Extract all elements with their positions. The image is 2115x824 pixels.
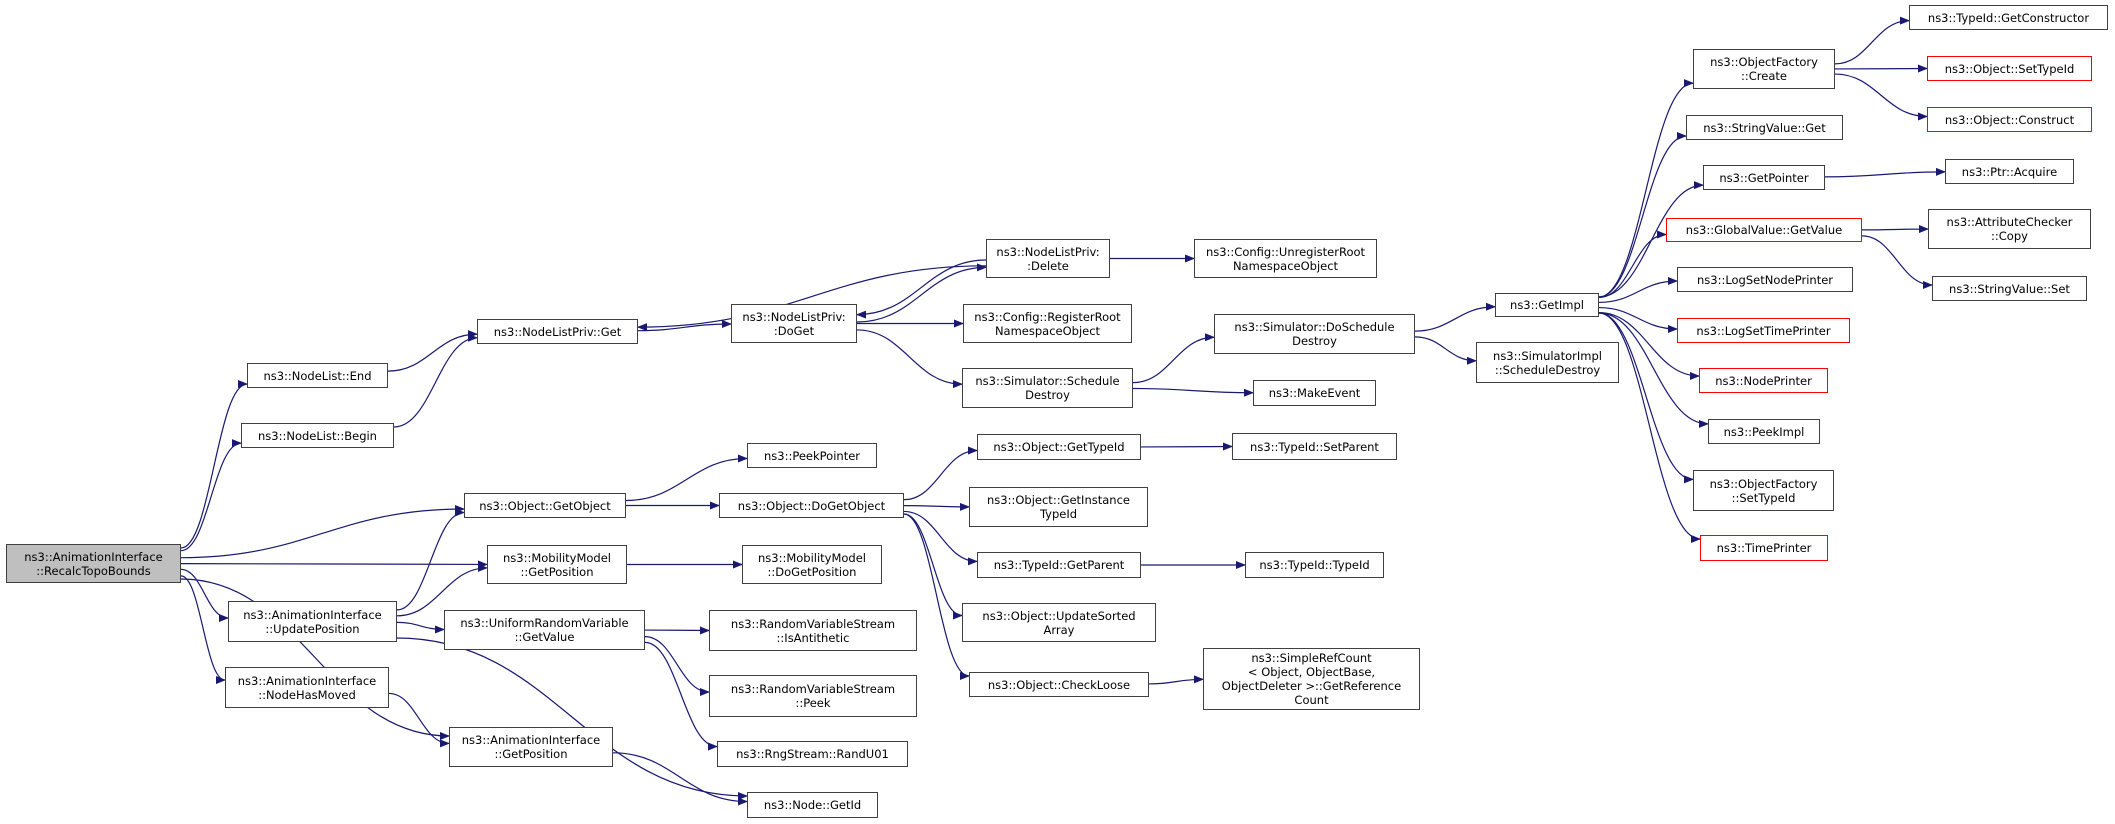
node-label: ::Peek [795, 696, 831, 710]
node-label: ns3::NodeListPriv: [996, 244, 1100, 259]
node-label: ns3::AnimationInterface [243, 607, 382, 622]
graph-node-peek-pointer[interactable] [747, 443, 877, 468]
node-label: ns3::ObjectFactory [1710, 55, 1818, 69]
graph-node-log-set-time-printer[interactable] [1677, 318, 1850, 343]
graph-node-tid-getctor[interactable] [1909, 5, 2108, 30]
node-label: ns3::SimpleRefCount [1251, 651, 1372, 665]
edge-obj-dogetobject-to-obj-gettypeid [904, 451, 977, 500]
edge-obj-dogetobject-to-obj-getinstancetypeid [904, 506, 969, 507]
graph-node-node-printer[interactable] [1699, 368, 1828, 393]
graph-node-mm-getposition[interactable] [487, 545, 627, 584]
node-label: ns3::Object::CheckLoose [987, 677, 1131, 692]
node-label: ns3::ObjectFactory [1709, 476, 1818, 491]
node-label: Destroy [1292, 334, 1337, 348]
graph-node-ai-getposition[interactable] [449, 727, 613, 767]
node-label: ns3::Object::UpdateSorted [982, 608, 1136, 623]
graph-node-mm-dogetposition[interactable] [742, 545, 882, 584]
node-label: ns3::TypeId::GetParent [993, 558, 1125, 572]
node-label: ns3::MobilityModel [502, 550, 612, 565]
edge-get-impl-to-sv-get [1599, 136, 1686, 297]
graph-node-time-printer[interactable] [1700, 535, 1828, 561]
node-label: ns3::RandomVariableStream [730, 682, 896, 696]
graph-node-nlp-delete[interactable] [986, 239, 1110, 278]
graph-node-log-set-node-printer[interactable] [1677, 267, 1853, 292]
node-label: Count [1294, 693, 1329, 707]
graph-node-cfg-unreg[interactable] [1194, 239, 1377, 278]
node-label: ns3::AnimationInterface [24, 549, 163, 564]
node-label: ns3::TypeId::GetConstructor [1927, 10, 2090, 25]
graph-node-sim-do-sched-destroy[interactable] [1214, 314, 1415, 354]
node-label: ::RecalcTopoBounds [36, 563, 151, 578]
edge-of-create-to-tid-getctor [1835, 21, 1909, 64]
graph-node-sv-set[interactable] [1932, 276, 2087, 301]
node-label: ns3::Config::UnregisterRoot [1205, 244, 1366, 259]
edge-sim-sched-destroy-to-make-event [1133, 389, 1253, 393]
node-label: ns3::UniformRandomVariable [460, 616, 629, 630]
node-label: ns3::SimulatorImpl [1493, 348, 1602, 363]
node-label: ns3::Object::GetInstance [987, 493, 1130, 507]
graph-node-obj-updatesorted[interactable] [962, 603, 1156, 642]
graph-node-nodelist-end[interactable] [247, 363, 388, 388]
edge-gv-getvalue-to-sv-set [1862, 236, 1932, 285]
node-label: ns3::Node::GetId [763, 798, 862, 812]
edge-obj-dogetobject-to-obj-updatesorted [904, 514, 962, 615]
node-label: ns3::NodeList::Begin [258, 428, 377, 443]
graph-node-urv-getvalue[interactable] [444, 610, 645, 650]
node-label: ns3::Config::RegisterRoot [974, 309, 1121, 324]
node-label: NamespaceObject [994, 323, 1101, 338]
node-label: ObjectDeleter >::GetReference [1221, 679, 1402, 693]
graph-node-get-impl[interactable] [1495, 293, 1599, 317]
node-label: ns3::RandomVariableStream [730, 616, 896, 631]
edge-sim-do-sched-destroy-to-simimpl-sched-destroy [1415, 337, 1476, 361]
node-label: ns3::NodeList::End [263, 368, 372, 383]
graph-node-make-event[interactable] [1253, 380, 1376, 406]
node-label: ::ScheduleDestroy [1494, 362, 1601, 377]
node-label: ns3::MakeEvent [1268, 386, 1361, 400]
node-label: ns3::MobilityModel [757, 550, 867, 565]
node-label: ns3::Object::Construct [1944, 112, 2075, 127]
graph-node-obj-dogetobject[interactable] [719, 493, 904, 518]
node-label: ns3::LogSetTimePrinter [1696, 323, 1831, 338]
node-label: ns3::Object::GetTypeId [993, 440, 1125, 454]
graph-node-tid-getparent[interactable] [977, 552, 1141, 578]
graph-node-obj-gettypeid[interactable] [977, 434, 1141, 460]
edge-ai-updateposition-to-urv-getvalue [397, 622, 444, 629]
graph-node-simimpl-sched-destroy[interactable] [1476, 342, 1619, 383]
edge-nodelist-end-to-nlp-get [388, 334, 477, 371]
graph-node-of-create[interactable] [1693, 49, 1835, 89]
graph-node-tid-tid[interactable] [1245, 552, 1384, 578]
edge-recalc-to-nodelist-end [181, 384, 247, 548]
node-label: ::Create [1741, 69, 1787, 83]
edge-get-impl-to-of-create [1599, 83, 1693, 297]
graph-node-obj-set-tid[interactable] [1927, 56, 2092, 81]
graph-node-get-pointer[interactable] [1703, 165, 1825, 190]
node-label: ns3::Simulator::Schedule [975, 374, 1120, 388]
node-label: ::GetValue [514, 630, 575, 644]
graph-node-obj-getinstancetypeid[interactable] [969, 487, 1148, 527]
node-label: Destroy [1025, 388, 1070, 402]
node-label: TypeId [1039, 507, 1078, 521]
graph-node-tid-setparent[interactable] [1232, 433, 1397, 460]
edge-obj-dogetobject-to-obj-checkloose [904, 514, 969, 676]
node-label: ::DoGetPosition [767, 564, 857, 579]
graph-node-nodelist-begin[interactable] [241, 423, 394, 448]
edge-obj-checkloose-to-simplerefcount-getrefcount [1149, 679, 1203, 684]
node-label: NamespaceObject [1232, 258, 1339, 273]
node-label: ns3::LogSetNodePrinter [1696, 272, 1834, 287]
node-label: ns3::AnimationInterface [461, 733, 601, 747]
graph-node-nlp-get[interactable] [477, 319, 638, 344]
graph-node-sim-sched-destroy[interactable] [962, 368, 1133, 408]
node-label: Array [1043, 622, 1075, 637]
node-label: :DoGet [773, 323, 815, 338]
node-label: ns3::Object::DoGetObject [737, 498, 886, 513]
graph-node-rvs-peek[interactable] [709, 675, 917, 717]
graph-node-rvs-isantithetic[interactable] [709, 610, 917, 651]
node-label: ::UpdatePosition [265, 621, 360, 636]
node-label: ns3::GetPointer [1719, 170, 1809, 185]
node-label: ns3::NodePrinter [1715, 373, 1812, 388]
edge-gv-getvalue-to-ac-copy [1862, 229, 1928, 230]
node-label: ns3::RngStream::RandU01 [736, 747, 889, 761]
edge-recalc-to-mm-getposition [181, 564, 487, 565]
node-label: ns3::PeekImpl [1723, 424, 1805, 439]
graph-node-gv-getvalue[interactable] [1666, 218, 1862, 242]
edge-nlp-doget-to-sim-sched-destroy [857, 330, 962, 384]
node-label: ns3::Object::GetObject [479, 498, 611, 513]
graph-node-node-getid[interactable] [747, 792, 878, 818]
node-label: ::GetPosition [494, 747, 568, 761]
node-label: ns3::StringValue::Get [1703, 120, 1826, 135]
node-label: ns3::Object::SetTypeId [1944, 61, 2075, 76]
edge-sim-do-sched-destroy-to-get-impl [1415, 307, 1495, 331]
node-label: ns3::AttributeChecker [1946, 215, 2073, 229]
node-label: ::IsAntithetic [776, 630, 850, 645]
node-label: ns3::PeekPointer [763, 448, 861, 463]
graph-node-nlp-doget[interactable] [731, 304, 857, 343]
edge-recalc-to-obj-getobject [181, 509, 464, 558]
node-label: ::NodeHasMoved [258, 687, 356, 702]
graph-node-ai-updateposition[interactable] [228, 601, 397, 642]
graph-node-ptr-acquire[interactable] [1945, 159, 2074, 184]
graph-node-rng-randu01[interactable] [717, 741, 908, 767]
edge-recalc-to-nodelist-begin [181, 443, 241, 551]
edge-of-create-to-obj-construct [1835, 74, 1927, 116]
node-label: ns3::TypeId::SetParent [1250, 439, 1379, 454]
graph-node-obj-getobject[interactable] [464, 493, 626, 518]
edge-sim-sched-destroy-to-sim-do-sched-destroy [1133, 337, 1214, 382]
graph-node-obj-construct[interactable] [1927, 107, 2092, 132]
edge-ai-updateposition-to-node-getid [397, 638, 747, 796]
graph-node-cfg-reg[interactable] [963, 304, 1132, 343]
edge-ai-updateposition-to-mm-getposition [397, 568, 487, 616]
node-label: ::Copy [1991, 229, 2028, 243]
graph-node-simplerefcount-getrefcount[interactable] [1203, 648, 1420, 710]
edge-ai-updateposition-to-obj-getobject [397, 512, 464, 609]
graph-node-ac-copy[interactable] [1928, 209, 2091, 249]
node-label: ns3::Ptr::Acquire [1961, 164, 2058, 179]
node-label: < Object, ObjectBase, [1247, 665, 1376, 679]
graph-node-peek-impl[interactable] [1708, 419, 1820, 444]
node-label: ns3::TimePrinter [1716, 541, 1812, 555]
node-label: ns3::StringValue::Set [1949, 281, 2070, 296]
edge-get-pointer-to-ptr-acquire [1825, 172, 1945, 177]
node-label: ns3::GetImpl [1510, 298, 1584, 312]
node-label: :Delete [1027, 258, 1069, 273]
node-label: ns3::TypeId::TypeId [1259, 558, 1370, 572]
graph-node-obj-checkloose[interactable] [969, 672, 1149, 697]
graph-node-ai-nodehasmoved[interactable] [225, 667, 389, 708]
node-label: ::GetPosition [520, 564, 594, 579]
node-label: ::SetTypeId [1731, 490, 1796, 505]
node-label: ns3::AnimationInterface [237, 673, 377, 688]
node-label: ns3::NodeListPriv: [742, 309, 846, 324]
node-label: ns3::NodeListPriv::Get [493, 324, 622, 339]
graph-node-of-set-tid[interactable] [1693, 470, 1834, 511]
graph-node-recalc[interactable] [6, 544, 181, 583]
edge-recalc-to-ai-updateposition [181, 569, 228, 618]
edge-obj-dogetobject-to-tid-getparent [904, 511, 977, 561]
node-label: ns3::GlobalValue::GetValue [1685, 223, 1843, 237]
graph-node-sv-get[interactable] [1686, 115, 1843, 140]
edge-urv-getvalue-to-rng-randu01 [645, 642, 717, 746]
node-label: ns3::Simulator::DoSchedule [1234, 320, 1395, 334]
